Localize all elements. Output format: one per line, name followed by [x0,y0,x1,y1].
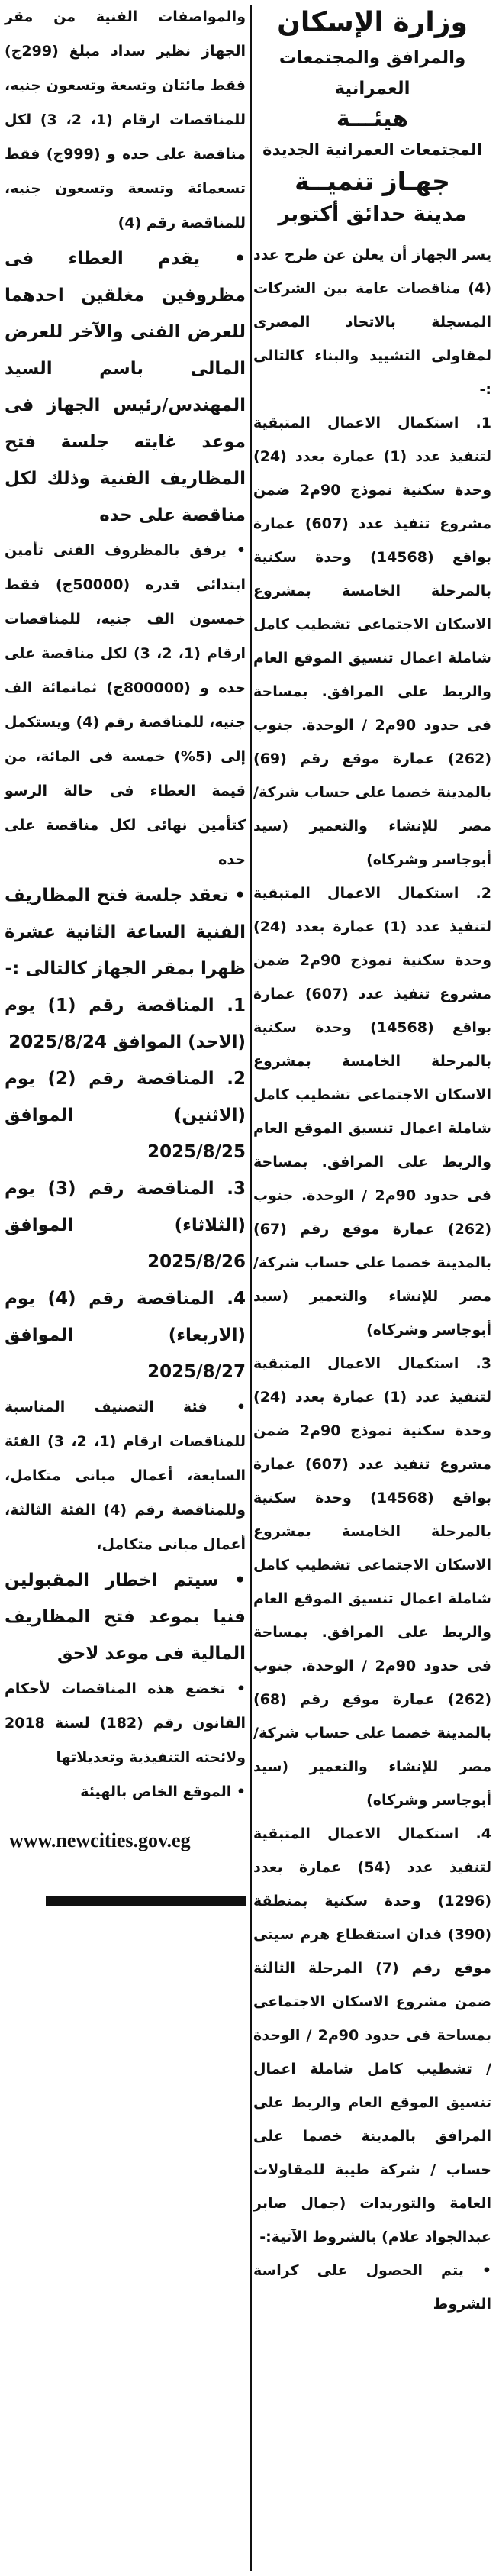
left-column [5,0,246,1906]
agency-title: جهـاز تنميــة [295,166,450,196]
ministry-title: وزارة الإسكان [277,7,468,38]
tender-1: 1. استكمال الاعمال المتبقية لتنفيذ عدد (1) عمارة بعدد (24) وحدة سكنية نموذج 90م2 ضمن مشروع تنفيذ عدد (607) عمارة بواقع (14568) وحدة سكنية بالمرحلة الخامسة بمشروع الاسكان الاجتماعى تشطيب كامل شاملة اعمال تنسيق الموقع العام والربط على المرافق. بمساحة فى حدود 90م2 / الوحدة. جنوب (262) عمارة موقع رقم (69) بالمدينة خصما على حساب شركة/ مصر للإنشاء والتعمير (سيد أبوجاسر وشركاه) [253,415,492,868]
website-link[interactable]: www.newcities.gov.eg [9,1829,191,1851]
condition-law: • تخضع هذه المناقصات لأحكام القانون رقم (182) لسنة 2018 ولائحته التنفيذية وتعديلاتها [5,1680,246,1766]
session-date-2: 2. المناقصة رقم (2) يوم (الاثنين) الموافق 2025/8/25 [5,1069,246,1162]
session-date-1: 1. المناقصة رقم (1) يوم (الاحد) الموافق 2025/8/24 [5,996,246,1052]
booklet-price-continued: والمواصفات الفنية من مقر الجهاز نظير سداد مبلغ (299ج) فقط مائتان وتسعة وتسعون جنيه، للمناقصات ارقام (1، 2، 3) لكل مناقصة على حده و (999ج) فقط تسعمائة وتسعة وتسعون جنيه، للمناقصة رقم (4) [5,8,246,231]
condition-booklet: • يتم الحصول على كراسة الشروط [253,2262,491,2313]
session-date-4: 4. المناقصة رقم (4) يوم (الاربعاء) الموافق 2025/8/27 [5,1289,246,1382]
condition-envelopes: • يقدم العطاء فى مظروفين مغلقين احدهما للعرض الفنى والآخر للعرض المالى باسم السيد المهندس/رئيس الجهاز فى موعد غايته جلسة فتح المظاريف الفنية وذلك لكل مناقصة على حده [5,249,246,525]
tender-2: 2. استكمال الاعمال المتبقية لتنفيذ عدد (1) عمارة بعدد (24) وحدة سكنية نموذج 90م2 ضمن مشروع تنفيذ عدد (607) عمارة بواقع (14568) وحدة سكنية بالمرحلة الخامسة بمشروع الاسكان الاجتماعى تشطيب كامل شاملة اعمال تنسيق الموقع العام والربط على المرافق. بمساحة فى حدود 90م2 / الوحدة. جنوب (262) عمارة موقع رقم (67) بالمدينة خصما على حساب شركة/ مصر للإنشاء والتعمير (سيد أبوجاسر وشركاه) [253,885,492,1338]
right-column [253,0,491,2321]
condition-website: • الموقع الخاص بالهيئة [80,1784,246,1800]
condition-insurance: • يرفق بالمظروف الفنى تأمين ابتدائى قدره (50000ج) فقط خمسون الف جنيه، للمناقصات ارقام (1، 2، 3) لكل مناقصة على حده و (800000ج) ثمانمائة الف جنيه، للمناقصة رقم (4) ويستكمل إلى (5%) خمسة فى المائة، من قيمة العطاء فى حالة الرسو كتأمين نهائى لكل مناقصة على حده [5,542,246,868]
condition-classification: • فئة التصنيف المناسبة للمناقصات ارقام (1، 2، 3) الفئة السابعة، أعمال مبانى متكامل، وللمناقصة رقم (4) الفئة الثالثة، أعمال مبانى متكامل، [5,1399,246,1553]
underline-bar [46,1896,246,1906]
authority-title: هيئـــة [336,105,409,132]
intro-paragraph: يسر الجهاز أن يعلن عن طرح عدد (4) مناقصات عامة بين الشركات المسجلة بالاتحاد المصرى لمقاولى التشييد والبناء كالتالى :- [253,247,491,398]
tender-3: 3. استكمال الاعمال المتبقية لتنفيذ عدد (1) عمارة بعدد (24) وحدة سكنية نموذج 90م2 ضمن مشروع تنفيذ عدد (607) عمارة بواقع (14568) وحدة سكنية بالمرحلة الخامسة بمشروع الاسكان الاجتماعى تشطيب كامل شاملة اعمال تنسيق الموقع العام والربط على المرافق. بمساحة فى حدود 90م2 / الوحدة. جنوب (262) عمارة موقع رقم (68) بالمدينة خصما على حساب شركة/ مصر للإنشاء والتعمير (سيد أبوجاسر وشركاه) [253,1355,492,1809]
tender-4: 4. استكمال الاعمال المتبقية لتنفيذ عدد (54) عمارة بعدد (1296) وحدة سكنية بمنطقة (390) فدان استقطاع هرم سيتى موقع رقم (7) المرحلة الثالثة ضمن مشروع الاسكان الاجتماعى بمساحة فى حدود 90م2 / الوحدة / تشطيب كامل شاملة اعمال تنسيق الموقع العام والربط على المرافق بالمدينة خصما على حساب / شركة طيبة للمقاولات العامة والتوريدات (جمال صابر عبدالجواد علام) بالشروط الآتية:- [253,1825,491,2245]
condition-notification: • سيتم اخطار المقبولين فنيا بموعد فتح المظاريف المالية فى موعد لاحق [5,1570,246,1664]
ministry-subtitle: والمرافق والمجتمعات العمرانية [278,48,466,98]
column-divider [250,5,252,2571]
authority-full-title: المجتمعات العمرانية الجديدة [262,140,482,159]
session-date-3: 3. المناقصة رقم (3) يوم (الثلاثاء) الموافق 2025/8/26 [5,1179,246,1272]
condition-session: • تعقد جلسة فتح المظاريف الفنية الساعة الثانية عشرة ظهرا بمقر الجهاز كالتالى :- [5,886,246,979]
city-title: مدينة حدائق أكتوبر [278,202,467,226]
